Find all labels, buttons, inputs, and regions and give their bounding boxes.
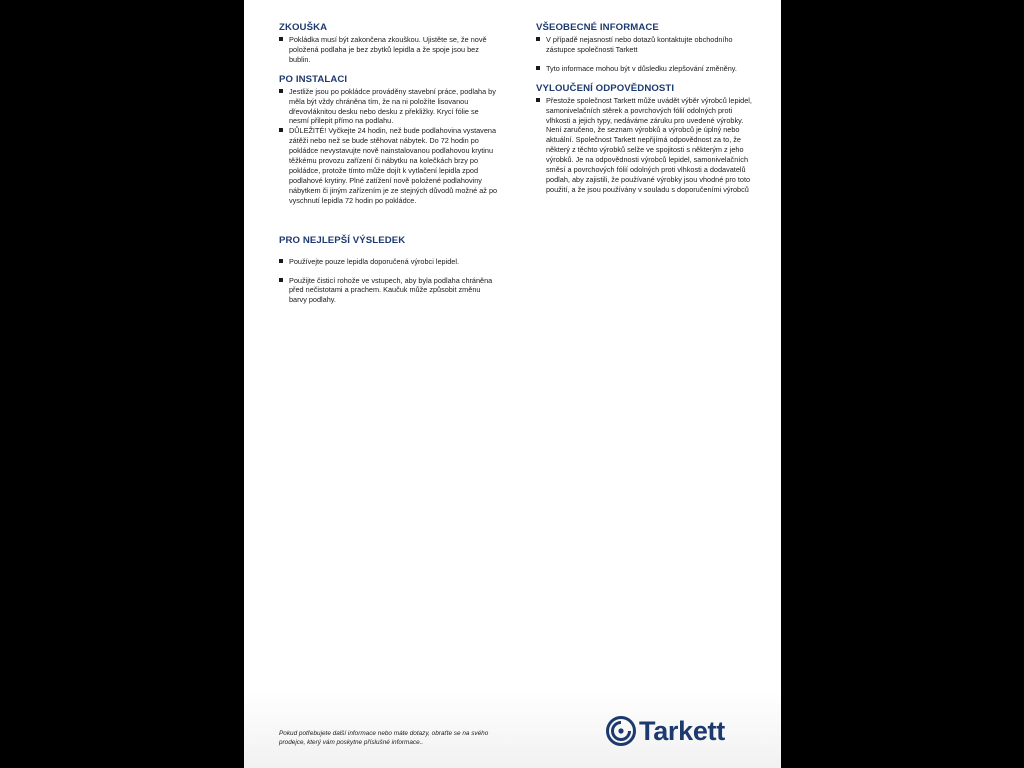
list-item: Tyto informace mohou být v důsledku zlepšování změněny. (536, 64, 756, 74)
bullet-icon (279, 259, 283, 263)
bullet-icon (536, 66, 540, 70)
section-heading-pro-nejlepsi-vysledek: PRO NEJLEPŠÍ VÝSLEDEK (279, 234, 406, 246)
bullet-icon (279, 89, 283, 93)
logo-text: Tarkett (639, 715, 725, 746)
list-item: Přestože společnost Tarkett může uvádět výběr výrobců lepidel, samonivelačních stěrek a povrchových fólií odolných proti vlhkosti a jejich typy, nedáváme záruku pro uvedené výrobky. Není zaručeno, že seznam výrobků a výrobců je úplný nebo aktuální. Společnost Tarkett nepřijímá odpovědnost za to, že některý z těchto výrobků selže ve spojitosti s některým z jeho výrobků. Je na odpovědnosti výrobců lepidel, samonivelačních směsí a povrchových fólií odolných proti vlhkosti a dodavatelů podlah, aby zajistili, že používané výrobky jsou vhodné pro toto použití, a že jsou používány v souladu s doporučeními výrobců (536, 96, 756, 195)
section-list-zkouska (279, 35, 499, 65)
list-item: V případě nejasností nebo dotazů kontaktujte obchodního zástupce společnosti Tarkett (536, 35, 756, 55)
list-item: Použijte čisticí rohože ve vstupech, aby byla podlaha chráněna před nečistotami a prachem. Kaučuk může způsobit změnu barvy podlahy. (279, 276, 499, 306)
list-item: DŮLEŽITÉ! Vyčkejte 24 hodin, než bude podlahovina vystavena zátěži nebo než se bude stěhovat nábytek. Do 72 hodin po pokládce nevystavujte nově nainstalovanou podlahovou krytinu těžkému provozu zařízení či nábytku na kolečkách brzy po pokládce, protože tímto může dojít k vytlačení lepidla zpod podlahové krytiny. Plné zatížení nově položené podlahoviny nábytkem či jiným zařízením je ze stejných důvodů možné až po vyschnutí lepidla 72 hodin po pokládce. (279, 126, 499, 205)
section-list-vseobecne-informace (536, 35, 756, 74)
section-list-po-instalaci (279, 87, 499, 206)
bullet-icon (279, 128, 283, 132)
document-page (244, 0, 781, 768)
bullet-icon (279, 37, 283, 41)
section-list-vylouceni-odpovednosti (536, 96, 756, 195)
right-column (536, 22, 756, 195)
left-column (279, 22, 499, 305)
section-list-pro-nejlepsi-vysledek (279, 257, 499, 306)
footer-note: Pokud potřebujete další informace nebo máte dotazy, obraťte se na svého prodejce, který vám poskytne příslušné informace.. (279, 730, 489, 746)
list-item: Jestliže jsou po pokládce prováděny stavební práce, podlaha by měla být vždy chráněna tím, že na ni položíte lisovanou dřevovláknitou desku nebo desku z překližky. Krycí fólie se nesmí přilepit přímo na podlahu. (279, 87, 499, 127)
bullet-icon (536, 98, 540, 102)
section-heading-vseobecne-informace: VŠEOBECNÉ INFORMACE (536, 22, 659, 33)
section-heading-po-instalaci: PO INSTALACI (279, 73, 348, 85)
list-item: Pokládka musí být zakončena zkouškou. Ujistěte se, že nově položená podlaha je bez zbytků lepidla a že spoje jsou bez bublin. (279, 35, 499, 65)
section-heading-zkouska: ZKOUŠKA (279, 22, 328, 33)
list-item: Používejte pouze lepidla doporučená výrobci lepidel. (279, 257, 499, 267)
bullet-icon (279, 278, 283, 282)
section-heading-vylouceni-odpovednosti: VYLOUČENÍ ODPOVĚDNOSTI (536, 82, 675, 94)
tarkett-logo (606, 712, 725, 750)
bullet-icon (536, 37, 540, 41)
tarkett-swirl-icon (606, 716, 636, 746)
